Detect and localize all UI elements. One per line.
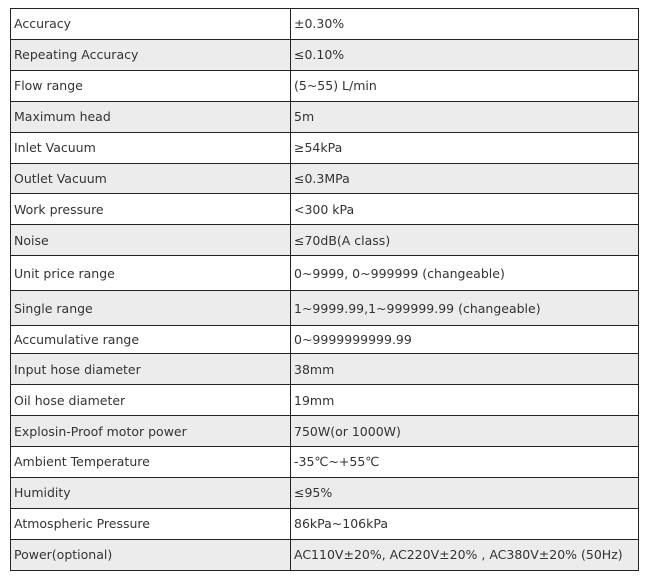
row-label: Atmospheric Pressure <box>11 508 291 539</box>
row-value: ≤70dB(A class) <box>291 225 639 256</box>
row-label: Accumulative range <box>11 326 291 354</box>
row-value: ≤0.3MPa <box>291 163 639 194</box>
row-label: Outlet Vacuum <box>11 163 291 194</box>
row-value: 1~9999.99,1~999999.99 (changeable) <box>291 291 639 326</box>
row-value: (5~55) L/min <box>291 70 639 101</box>
row-value: ±0.30% <box>291 9 639 40</box>
table-row <box>11 385 639 416</box>
table-row <box>11 132 639 163</box>
table-row <box>11 163 639 194</box>
row-label: Explosin-Proof motor power <box>11 416 291 447</box>
row-value: 5m <box>291 101 639 132</box>
table-row <box>11 446 639 477</box>
table-row <box>11 326 639 354</box>
row-value: -35℃~+55℃ <box>291 446 639 477</box>
table-row <box>11 70 639 101</box>
row-label: Inlet Vacuum <box>11 132 291 163</box>
row-value: 86kPa~106kPa <box>291 508 639 539</box>
table-row <box>11 539 639 570</box>
table-row <box>11 9 639 40</box>
row-label: Noise <box>11 225 291 256</box>
row-label: Maximum head <box>11 101 291 132</box>
row-label: Input hose diameter <box>11 354 291 385</box>
table-row <box>11 291 639 326</box>
row-label: Oil hose diameter <box>11 385 291 416</box>
row-value: <300 kPa <box>291 194 639 225</box>
row-label: Humidity <box>11 477 291 508</box>
row-label: Accuracy <box>11 9 291 40</box>
row-value: ≤95% <box>291 477 639 508</box>
row-value: AC110V±20%, AC220V±20% , AC380V±20% (50Hz) <box>291 539 639 570</box>
table-row <box>11 225 639 256</box>
row-label: Repeating Accuracy <box>11 39 291 70</box>
table-row <box>11 416 639 447</box>
table-row <box>11 354 639 385</box>
row-label: Flow range <box>11 70 291 101</box>
row-value: ≤0.10% <box>291 39 639 70</box>
row-label: Unit price range <box>11 256 291 291</box>
row-label: Single range <box>11 291 291 326</box>
row-value: ≥54kPa <box>291 132 639 163</box>
table-row <box>11 256 639 291</box>
row-label: Ambient Temperature <box>11 446 291 477</box>
table-row <box>11 477 639 508</box>
row-value: 19mm <box>291 385 639 416</box>
row-value: 0~9999999999.99 <box>291 326 639 354</box>
spec-table <box>10 8 639 571</box>
table-row <box>11 194 639 225</box>
row-label: Work pressure <box>11 194 291 225</box>
table-row <box>11 39 639 70</box>
row-value: 38mm <box>291 354 639 385</box>
table-row <box>11 101 639 132</box>
row-value: 0~9999, 0~999999 (changeable) <box>291 256 639 291</box>
table-row <box>11 508 639 539</box>
row-label: Power(optional) <box>11 539 291 570</box>
row-value: 750W(or 1000W) <box>291 416 639 447</box>
